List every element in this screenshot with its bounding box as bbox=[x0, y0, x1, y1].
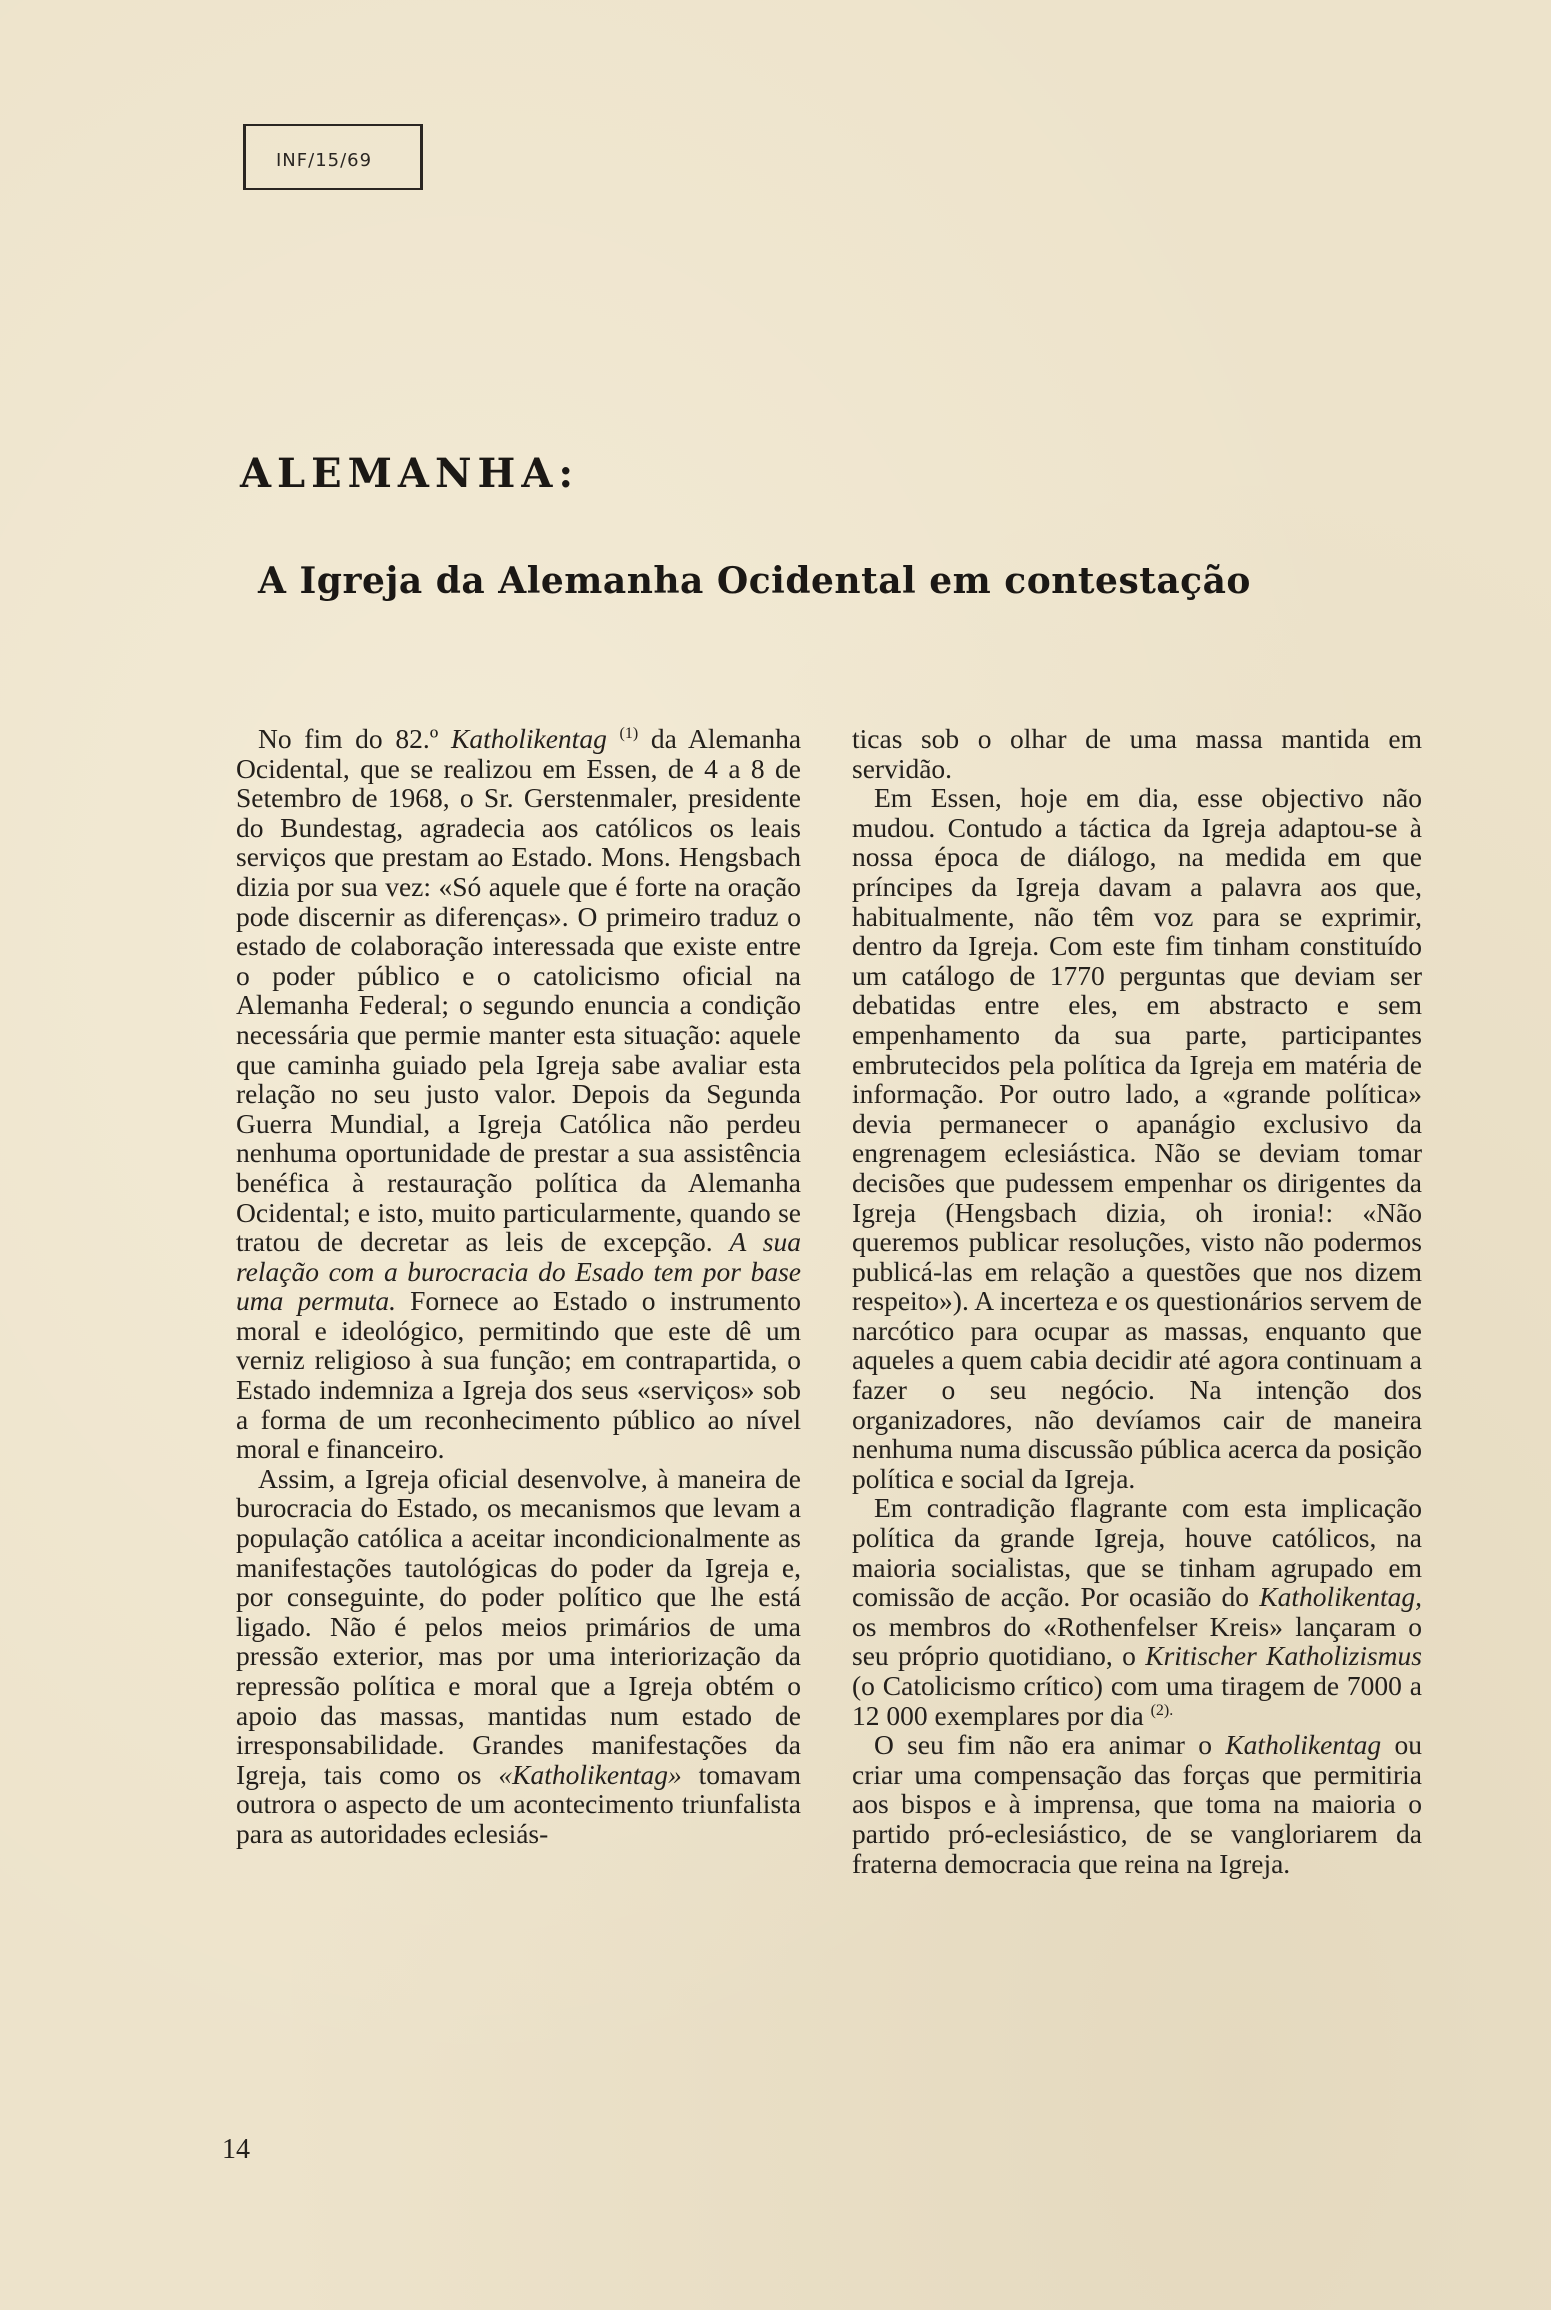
footnote-ref: (2). bbox=[1150, 1701, 1174, 1719]
page-number: 14 bbox=[222, 2134, 250, 2165]
text-run: (o Catolicismo crítico) com uma tiragem de 7000 a 12 000 exemplares por dia bbox=[852, 1670, 1422, 1731]
italic-sentence: A sua relação com a burocracia do Esado tem por base uma permuta. bbox=[236, 1226, 802, 1317]
reference-code: INF/15/69 bbox=[276, 150, 373, 171]
italic-term: «Katholikentag» bbox=[498, 1758, 682, 1790]
text-run: Em contradição flagrante com esta implicação política da grande Igreja, houve católicos, na maioria socialistas, que se tinham agrupado em comissão de acção. Por ocasião do bbox=[852, 1492, 1422, 1613]
text-run: da Alemanha Ocidental, que se realizou em Essen, de 4 a 8 de Setembro de 1968, o Sr. Gerstenmaler, presidente do Bundestag, agradecia aos católicos os leais serviços que prestam ao Estado. Mons. Hengsbach dizia por sua vez: «Só aquele que é forte na oração pode discernir as diferenças». O primeiro traduz o estado de colaboração interessada que existe entre o poder público e o catolicismo oficial na Alemanha Federal; o segundo enuncia a condição necessária que permie manter esta situação: aquele que caminha guiado pela Igreja sabe avaliar esta relação no seu justo valor. Depois da Segunda Guerra Mundial, a Igreja Católica não perdeu nenhuma oportunidade de prestar a sua assistência benéfica à restauração política da Alemanha Ocidental; e isto, muito particularmente, quando se tratou de decretar as leis de excepção. bbox=[236, 723, 802, 1258]
italic-term: Katholikentag, bbox=[1259, 1581, 1422, 1613]
text-run: O seu fim não era animar o bbox=[874, 1729, 1213, 1761]
paragraph-4 bbox=[852, 1493, 1422, 1730]
text-run: Assim, a Igreja oficial desenvolve, à maneira de burocracia do Estado, os mecanismos que levam a população católica a aceitar incondicionalmente as manifestações tautológicas do poder da Igreja e, por conseguinte, do poder político que lhe está ligado. Não é pelos meios primários de uma pressão exterior, mas por uma interiorização da repressão política e moral que a Igreja obtém o apoio das massas, mantidas num estado de irresponsabilidade. Grandes manifestações da Igreja, tais como os bbox=[236, 1462, 801, 1790]
paragraph-3: Em Essen, hoje em dia, esse objectivo não mudou. Contudo a táctica da Igreja adaptou-se à nossa época de diálogo, na medida em que príncipes da Igreja davam a palavra aos que, habitualmente, não têm voz para se exprimir, dentro da Igreja. Com este fim tinham constituído um catálogo de 1770 perguntas que deviam ser debatidas entre eles, em abstracto e sem empenhamento da sua parte, participantes embrutecidos pela política da Igreja em matéria de informação. Por outro lado, a «grande política» devia permanecer o apanágio exclusivo da engrenagem eclesiástica. Não se deviam tomar decisões que pudessem empenhar os dirigentes da Igreja (Hengsbach dizia, oh ironia!: «Não queremos publicar resoluções, visto não podermos publicá-las em relação a questões que nos dizem respeito»). A incerteza e os questionários servem de narcótico para ocupar as massas, enquanto que aqueles a quem cabia decidir até agora continuam a fazer o seu negócio. Na intenção dos organizadores, não devíamos cair de maneira nenhuma numa discussão pública acerca da posição política e social da Igreja. bbox=[852, 782, 1422, 1494]
text-run: os membros do «Rothenfelser Kreis» lançaram o seu próprio quotidiano, o bbox=[852, 1610, 1422, 1672]
text-run: Fornece ao Estado o instrumento moral e ideológico, permitindo que este dê um verniz religioso à sua função; em contrapartida, o Estado indemniza a Igreja dos seus «serviços» sob a forma de um reconhecimento público ao nível moral e financeiro. bbox=[236, 1285, 802, 1465]
text-run: tomavam outrora o aspecto de um acontecimento triunfalista para as autoridades eclesiás- bbox=[236, 1758, 802, 1849]
italic-term: Katholikentag bbox=[1225, 1729, 1382, 1761]
text-run: No fim do 82.º bbox=[258, 723, 439, 754]
paragraph-continuation: ticas sob o olhar de uma massa mantida em servidão. bbox=[852, 723, 1422, 784]
left-text-column bbox=[236, 724, 801, 1849]
paragraph-2 bbox=[236, 1464, 801, 1849]
section-heading: ALEMANHA: bbox=[240, 450, 580, 497]
footnote-ref: (1) bbox=[619, 724, 639, 742]
article-title: A Igreja da Alemanha Ocidental em contestação bbox=[258, 560, 1251, 602]
text-run: ou criar uma compensação das forças que permitiria aos bispos e à imprensa, que toma na maioria o partido pró-eclesiástico, de se vangloriarem da fraterna democracia que reina na Igreja. bbox=[852, 1729, 1422, 1879]
italic-term: Kritischer Katholizismus bbox=[1145, 1640, 1422, 1672]
paragraph-1 bbox=[236, 724, 801, 1464]
italic-term: Katholikentag bbox=[451, 723, 607, 754]
right-text-column bbox=[852, 724, 1422, 1878]
reference-box bbox=[243, 124, 423, 190]
paragraph-5 bbox=[852, 1730, 1422, 1878]
